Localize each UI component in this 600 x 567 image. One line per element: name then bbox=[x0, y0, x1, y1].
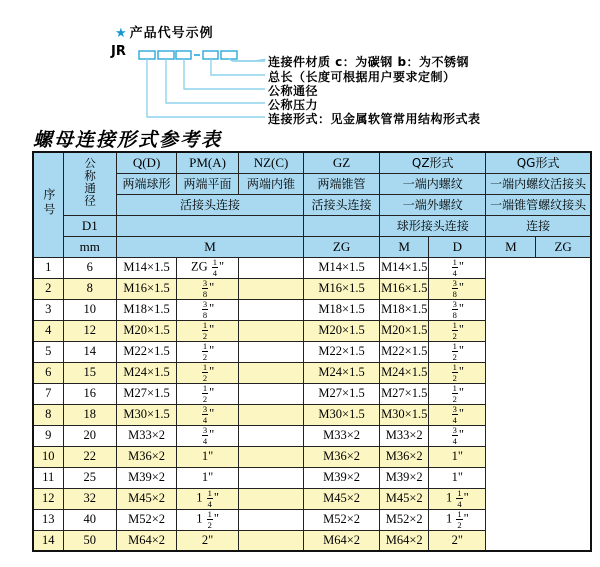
star-icon: ★ bbox=[115, 26, 128, 41]
header-union-connection: 活接头连接 bbox=[117, 194, 304, 215]
cell-qg-zg: 1 $\frac{1}{4}$ " bbox=[429, 488, 486, 509]
cell-seq-no: 10 bbox=[33, 446, 63, 467]
callout-label-material: 连接件材质 c：为碳钢 b：为不锈钢 bbox=[268, 55, 470, 69]
header-d1: D1 bbox=[63, 215, 117, 236]
header-qz-desc2: 一端外螺纹 bbox=[380, 194, 486, 215]
cell-qg-zg: $\frac{1}{2}$ " bbox=[429, 362, 486, 383]
cell-seq-no: 5 bbox=[33, 341, 63, 362]
table-row bbox=[33, 383, 591, 404]
cell-zg-thread: 1 $\frac{1}{4}$ " bbox=[177, 488, 239, 509]
cell-qg-zg: 2" bbox=[429, 530, 486, 551]
cell-qg-m: M18×1.5 bbox=[380, 299, 429, 320]
cell-zg-thread: $\frac{1}{2}$ " bbox=[177, 383, 239, 404]
cell-zg-thread: 2" bbox=[177, 530, 239, 551]
cell-qz-m bbox=[239, 488, 304, 509]
callout-label-nominal-pressure: 公称压力 bbox=[268, 98, 319, 112]
cell-zg-thread: 1" bbox=[177, 446, 239, 467]
header-unit-d2: D bbox=[429, 236, 486, 257]
code-box-5 bbox=[221, 51, 237, 59]
fraction: $\frac{1}{4}$ bbox=[452, 257, 457, 278]
cell-qz-d: M14×1.5 bbox=[304, 257, 380, 278]
cell-qz-m bbox=[239, 320, 304, 341]
cell-m-thread: M33×2 bbox=[117, 425, 177, 446]
cell-zg-thread: $\frac{3}{8}$ " bbox=[177, 278, 239, 299]
cell-qz-m bbox=[239, 530, 304, 551]
cell-dn: 20 bbox=[63, 425, 117, 446]
cell-qz-m bbox=[239, 425, 304, 446]
cell-m-thread: M27×1.5 bbox=[117, 383, 177, 404]
cell-qg-m: M33×2 bbox=[380, 425, 429, 446]
cell-seq-no: 3 bbox=[33, 299, 63, 320]
cell-m-thread: M18×1.5 bbox=[117, 299, 177, 320]
table-row bbox=[33, 446, 591, 467]
fraction: $\frac{1}{4}$ bbox=[457, 488, 462, 509]
header-qd-desc: 两端球形 bbox=[117, 173, 177, 194]
header-pm-desc: 两端平面 bbox=[177, 173, 239, 194]
code-box-3 bbox=[176, 51, 191, 59]
cell-qz-d: M64×2 bbox=[304, 530, 380, 551]
cell-m-thread: M14×1.5 bbox=[117, 257, 177, 278]
table-row bbox=[33, 404, 591, 425]
cell-zg-thread: $\frac{1}{2}$ " bbox=[177, 362, 239, 383]
table-body bbox=[33, 257, 591, 551]
header-col-nz: NZ(C) bbox=[239, 152, 304, 173]
table-row bbox=[33, 341, 591, 362]
fraction: $\frac{1}{2}$ bbox=[207, 509, 212, 530]
header-seq-no: 序号 bbox=[33, 152, 63, 257]
table-title: 螺母连接形式参考表 bbox=[33, 129, 223, 151]
cell-qg-m: M27×1.5 bbox=[380, 383, 429, 404]
cell-qg-zg: $\frac{3}{8}$ " bbox=[429, 299, 486, 320]
cell-qg-zg: $\frac{1}{4}$ " bbox=[429, 257, 486, 278]
cell-qg-m: M22×1.5 bbox=[380, 341, 429, 362]
cell-m-thread: M16×1.5 bbox=[117, 278, 177, 299]
fraction: $\frac{1}{2}$ bbox=[452, 383, 457, 404]
fraction: $\frac{3}{8}$ bbox=[202, 299, 208, 320]
callout-label-total-length: 总长（长度可根据用户要求定制） bbox=[268, 70, 456, 84]
cell-qg-m: M24×1.5 bbox=[380, 362, 429, 383]
cell-qg-zg: $\frac{3}{8}$ " bbox=[429, 278, 486, 299]
fraction: $\frac{1}{2}$ bbox=[457, 509, 462, 530]
header-unit-mm: mm bbox=[63, 236, 117, 257]
cell-seq-no: 7 bbox=[33, 383, 63, 404]
cell-qz-m bbox=[239, 467, 304, 488]
table-row bbox=[33, 362, 591, 383]
product-code-example-title bbox=[115, 22, 214, 41]
cell-dn: 22 bbox=[63, 446, 117, 467]
cell-zg-thread: $\frac{1}{2}$ " bbox=[177, 341, 239, 362]
code-prefix: JR bbox=[111, 44, 126, 59]
cell-qg-m: M39×2 bbox=[380, 467, 429, 488]
header-qg-desc2: 一端锥管螺纹接头 bbox=[486, 194, 591, 215]
cell-qg-m: M14×1.5 bbox=[380, 257, 429, 278]
table-row bbox=[33, 278, 591, 299]
fraction: $\frac{3}{8}$ bbox=[452, 278, 457, 299]
table-row bbox=[33, 509, 591, 530]
fraction: $\frac{1}{4}$ bbox=[207, 488, 212, 509]
cell-qg-m: M30×1.5 bbox=[380, 404, 429, 425]
fraction: $\frac{1}{2}$ bbox=[202, 341, 208, 362]
cell-qg-zg: $\frac{3}{4}$ " bbox=[429, 425, 486, 446]
callout-label-nominal-diameter: 公称通径 bbox=[268, 84, 319, 98]
cell-qz-m bbox=[239, 278, 304, 299]
fraction: $\frac{3}{4}$ bbox=[452, 425, 457, 446]
table-row bbox=[33, 320, 591, 341]
header-col-qz: QZ形式 bbox=[380, 152, 486, 173]
cell-qg-zg: $\frac{1}{2}$ " bbox=[429, 341, 486, 362]
header-qz-desc1: 一端内螺纹 bbox=[380, 173, 486, 194]
cell-zg-thread: $\frac{3}{4}$ " bbox=[177, 404, 239, 425]
cell-m-thread: M39×2 bbox=[117, 467, 177, 488]
fraction: $\frac{1}{2}$ bbox=[202, 362, 208, 383]
fraction: $\frac{1}{4}$ bbox=[212, 257, 218, 278]
header-col-pm: PM(A) bbox=[177, 152, 239, 173]
cell-qg-m: M64×2 bbox=[380, 530, 429, 551]
cell-qz-m bbox=[239, 341, 304, 362]
cell-qz-m bbox=[239, 509, 304, 530]
cell-dn: 8 bbox=[63, 278, 117, 299]
header-col-gz: GZ bbox=[304, 152, 380, 173]
cell-qz-d: M18×1.5 bbox=[304, 299, 380, 320]
cell-qz-m bbox=[239, 257, 304, 278]
cell-seq-no: 13 bbox=[33, 509, 63, 530]
header-qg-desc1: 一端内螺纹活接头 bbox=[486, 173, 591, 194]
wire-total-length bbox=[211, 59, 265, 75]
fraction: $\frac{3}{8}$ bbox=[452, 299, 457, 320]
cell-dn: 32 bbox=[63, 488, 117, 509]
header-unit-m2: M bbox=[380, 236, 429, 257]
wire-conn-form bbox=[147, 59, 265, 117]
cell-qz-m bbox=[239, 299, 304, 320]
header-col-qd: Q(D) bbox=[117, 152, 177, 173]
fraction: $\frac{3}{4}$ bbox=[202, 425, 208, 446]
table-header bbox=[33, 152, 591, 257]
table-row bbox=[33, 257, 591, 278]
cell-qg-m: M20×1.5 bbox=[380, 320, 429, 341]
cell-qz-m bbox=[239, 446, 304, 467]
cell-qg-m: M36×2 bbox=[380, 446, 429, 467]
header-gz-connection: 活接头连接 bbox=[304, 194, 380, 215]
cell-seq-no: 9 bbox=[33, 425, 63, 446]
cell-qz-d: M36×2 bbox=[304, 446, 380, 467]
cell-m-thread: M36×2 bbox=[117, 446, 177, 467]
cell-dn: 15 bbox=[63, 362, 117, 383]
cell-dn: 40 bbox=[63, 509, 117, 530]
cell-m-thread: M45×2 bbox=[117, 488, 177, 509]
nut-connection-reference-table bbox=[32, 151, 592, 552]
wire-material bbox=[229, 59, 265, 61]
cell-qz-d: M39×2 bbox=[304, 467, 380, 488]
cell-zg-thread: 1 $\frac{1}{2}$ " bbox=[177, 509, 239, 530]
cell-qz-d: M27×1.5 bbox=[304, 383, 380, 404]
header-unit-m3: M bbox=[486, 236, 536, 257]
cell-qg-m: M16×1.5 bbox=[380, 278, 429, 299]
cell-qg-m: M52×2 bbox=[380, 509, 429, 530]
header-nominal-diameter: 公称通径 bbox=[63, 152, 117, 215]
cell-m-thread: M30×1.5 bbox=[117, 404, 177, 425]
cell-seq-no: 11 bbox=[33, 467, 63, 488]
header-qg-connection: 连接 bbox=[486, 215, 591, 236]
table-row bbox=[33, 467, 591, 488]
fraction: $\frac{3}{4}$ bbox=[452, 404, 457, 425]
cell-seq-no: 12 bbox=[33, 488, 63, 509]
table-row bbox=[33, 299, 591, 320]
header-gz-desc: 两端锥管 bbox=[304, 173, 380, 194]
header-unit-m1: M bbox=[117, 236, 304, 257]
cell-qg-zg: 1 $\frac{1}{2}$ " bbox=[429, 509, 486, 530]
header-unit-zg1: ZG bbox=[304, 236, 380, 257]
table-row bbox=[33, 425, 591, 446]
cell-zg-thread: 1" bbox=[177, 467, 239, 488]
cell-qz-d: M45×2 bbox=[304, 488, 380, 509]
fraction: $\frac{1}{2}$ bbox=[452, 341, 457, 362]
cell-qg-m: M45×2 bbox=[380, 488, 429, 509]
cell-m-thread: M52×2 bbox=[117, 509, 177, 530]
wire-nominal-press bbox=[166, 59, 265, 103]
header-blank-2 bbox=[304, 215, 380, 236]
cell-qz-m bbox=[239, 404, 304, 425]
cell-zg-thread: $\frac{3}{4}$ " bbox=[177, 425, 239, 446]
cell-qg-zg: 1" bbox=[429, 467, 486, 488]
cell-qg-zg: $\frac{1}{2}$ " bbox=[429, 383, 486, 404]
cell-dn: 18 bbox=[63, 404, 117, 425]
fraction: $\frac{3}{8}$ bbox=[202, 278, 208, 299]
header-qz-connection: 球形接头连接 bbox=[380, 215, 486, 236]
cell-seq-no: 8 bbox=[33, 404, 63, 425]
cell-qz-d: M20×1.5 bbox=[304, 320, 380, 341]
cell-qz-d: M52×2 bbox=[304, 509, 380, 530]
code-box-4 bbox=[203, 51, 218, 59]
fraction: $\frac{1}{2}$ bbox=[452, 362, 457, 383]
cell-zg-thread: $\frac{3}{8}$ " bbox=[177, 299, 239, 320]
header-blank-1 bbox=[117, 215, 304, 236]
cell-qz-m bbox=[239, 362, 304, 383]
wire-nominal-dia bbox=[184, 59, 265, 89]
cell-qg-zg: 1" bbox=[429, 446, 486, 467]
cell-dn: 16 bbox=[63, 383, 117, 404]
cell-seq-no: 4 bbox=[33, 320, 63, 341]
cell-qz-d: M16×1.5 bbox=[304, 278, 380, 299]
cell-zg-thread: ZG $\frac{1}{4}$ " bbox=[177, 257, 239, 278]
cell-zg-thread: $\frac{1}{2}$ " bbox=[177, 320, 239, 341]
cell-qg-zg: $\frac{3}{4}$ " bbox=[429, 404, 486, 425]
cell-qz-d: M33×2 bbox=[304, 425, 380, 446]
cell-m-thread: M20×1.5 bbox=[117, 320, 177, 341]
cell-dn: 12 bbox=[63, 320, 117, 341]
product-code-example-label: 产品代号示例 bbox=[129, 26, 214, 41]
code-box-1 bbox=[139, 51, 155, 59]
cell-dn: 10 bbox=[63, 299, 117, 320]
cell-seq-no: 6 bbox=[33, 362, 63, 383]
cell-qz-d: M30×1.5 bbox=[304, 404, 380, 425]
cell-seq-no: 2 bbox=[33, 278, 63, 299]
cell-qz-d: M24×1.5 bbox=[304, 362, 380, 383]
cell-m-thread: M64×2 bbox=[117, 530, 177, 551]
code-box-2 bbox=[158, 51, 174, 59]
wire-material2 bbox=[229, 59, 265, 61]
cell-dn: 25 bbox=[63, 467, 117, 488]
fraction: $\frac{3}{4}$ bbox=[202, 404, 208, 425]
fraction: $\frac{1}{2}$ bbox=[202, 320, 208, 341]
fraction: $\frac{1}{2}$ bbox=[452, 320, 457, 341]
fraction: $\frac{1}{2}$ bbox=[202, 383, 208, 404]
cell-dn: 14 bbox=[63, 341, 117, 362]
cell-seq-no: 14 bbox=[33, 530, 63, 551]
cell-dn: 50 bbox=[63, 530, 117, 551]
cell-dn: 6 bbox=[63, 257, 117, 278]
cell-m-thread: M22×1.5 bbox=[117, 341, 177, 362]
cell-m-thread: M24×1.5 bbox=[117, 362, 177, 383]
header-nz-desc: 两端内锥 bbox=[239, 173, 304, 194]
callout-label-connection-form: 连接形式：见金属软管常用结构形式表 bbox=[268, 112, 481, 126]
cell-qz-d: M22×1.5 bbox=[304, 341, 380, 362]
cell-qz-m bbox=[239, 383, 304, 404]
header-col-qg: QG形式 bbox=[486, 152, 591, 173]
cell-seq-no: 1 bbox=[33, 257, 63, 278]
header-unit-zg3: ZG bbox=[536, 236, 591, 257]
table-row bbox=[33, 488, 591, 509]
cell-qg-zg: $\frac{1}{2}$ " bbox=[429, 320, 486, 341]
table-row bbox=[33, 530, 591, 551]
